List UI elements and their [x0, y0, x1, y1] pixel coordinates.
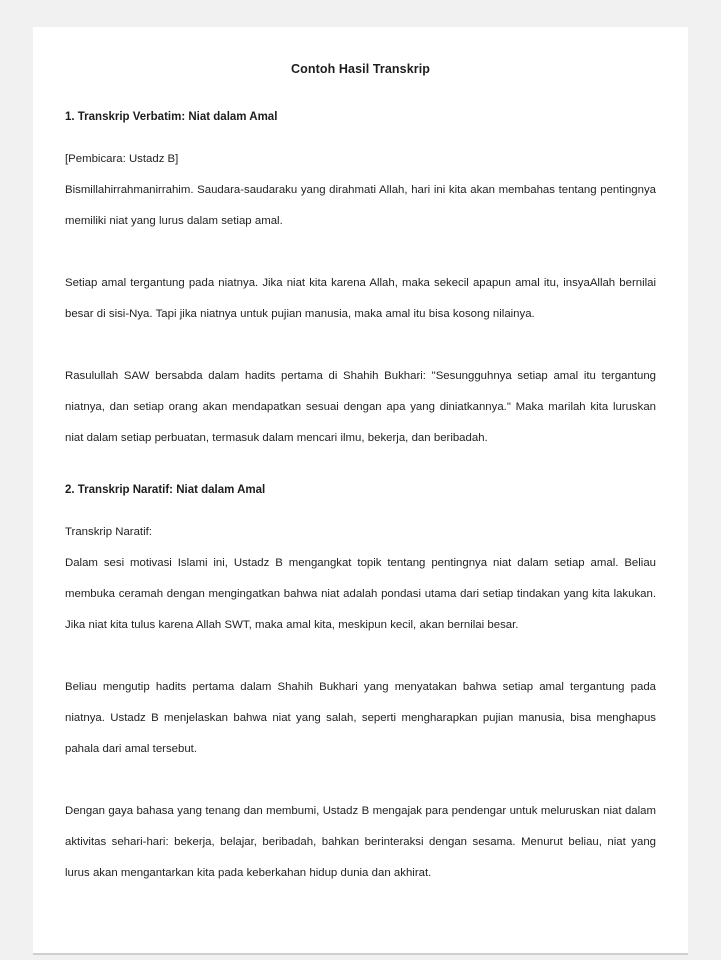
spacer [65, 454, 656, 480]
speaker-label-naratif: Transkrip Naratif: [65, 526, 152, 538]
spacer [65, 765, 656, 796]
spacer [65, 237, 656, 268]
spacer [65, 500, 656, 517]
section-heading-naratif: 2. Transkrip Naratif: Niat dalam Amal [65, 484, 266, 496]
page-content [65, 55, 656, 889]
paragraph-naratif-1: Dalam sesi motivasi Islami ini, Ustadz B mengangkat topik tentang pentingnya niat dalam setiap amal. Beliau membuka ceramah dengan mengingatkan bahwa niat adalah pondasi utama dari setiap tindakan yang kita lakukan. Jika niat kita tulus karena Allah SWT, maka amal kita, meskipun kecil, akan bernilai besar. [65, 557, 656, 631]
speaker-label-verbatim: [Pembicara: Ustadz B] [65, 153, 179, 165]
paragraph-verbatim-1: Bismillahirrahmanirrahim. Saudara-saudaraku yang dirahmati Allah, hari ini kita akan membahas tentang pentingnya memiliki niat yang lurus dalam setiap amal. [65, 184, 656, 227]
section-heading-verbatim: 1. Transkrip Verbatim: Niat dalam Amal [65, 111, 278, 123]
spacer [65, 127, 656, 144]
spacer [65, 76, 656, 107]
paragraph-verbatim-2: Setiap amal tergantung pada niatnya. Jika niat kita karena Allah, maka sekecil apapun amal itu, insyaAllah bernilai besar di sisi-Nya. Tapi jika niatnya untuk pujian manusia, maka amal itu bisa kosong nilainya. [65, 277, 656, 320]
spacer [65, 330, 656, 361]
paragraph-verbatim-3: Rasulullah SAW bersabda dalam hadits pertama di Shahih Bukhari: "Sesungguhnya setiap amal itu tergantung niatnya, dan setiap orang akan mendapatkan sesuai dengan apa yang diniatkannya." Maka marilah kita luruskan niat dalam setiap perbuatan, termasuk dalam mencari ilmu, bekerja, dan beribadah. [65, 370, 656, 444]
paragraph-naratif-3: Dengan gaya bahasa yang tenang dan membumi, Ustadz B mengajak para pendengar untuk meluruskan niat dalam aktivitas sehari-hari: bekerja, belajar, beribadah, bahkan berinteraksi dengan sesama. Menurut beliau, niat yang lurus akan mengantarkan kita pada keberkahan hidup dunia dan akhirat. [65, 805, 656, 879]
document-page [33, 27, 688, 955]
paragraph-naratif-2: Beliau mengutip hadits pertama dalam Shahih Bukhari yang menyatakan bahwa setiap amal tergantung pada niatnya. Ustadz B menjelaskan bahwa niat yang salah, seperti mengharapkan pujian manusia, bisa menghapus pahala dari amal tersebut. [65, 681, 656, 755]
document-title: Contoh Hasil Transkrip [290, 62, 431, 76]
spacer [65, 641, 656, 672]
